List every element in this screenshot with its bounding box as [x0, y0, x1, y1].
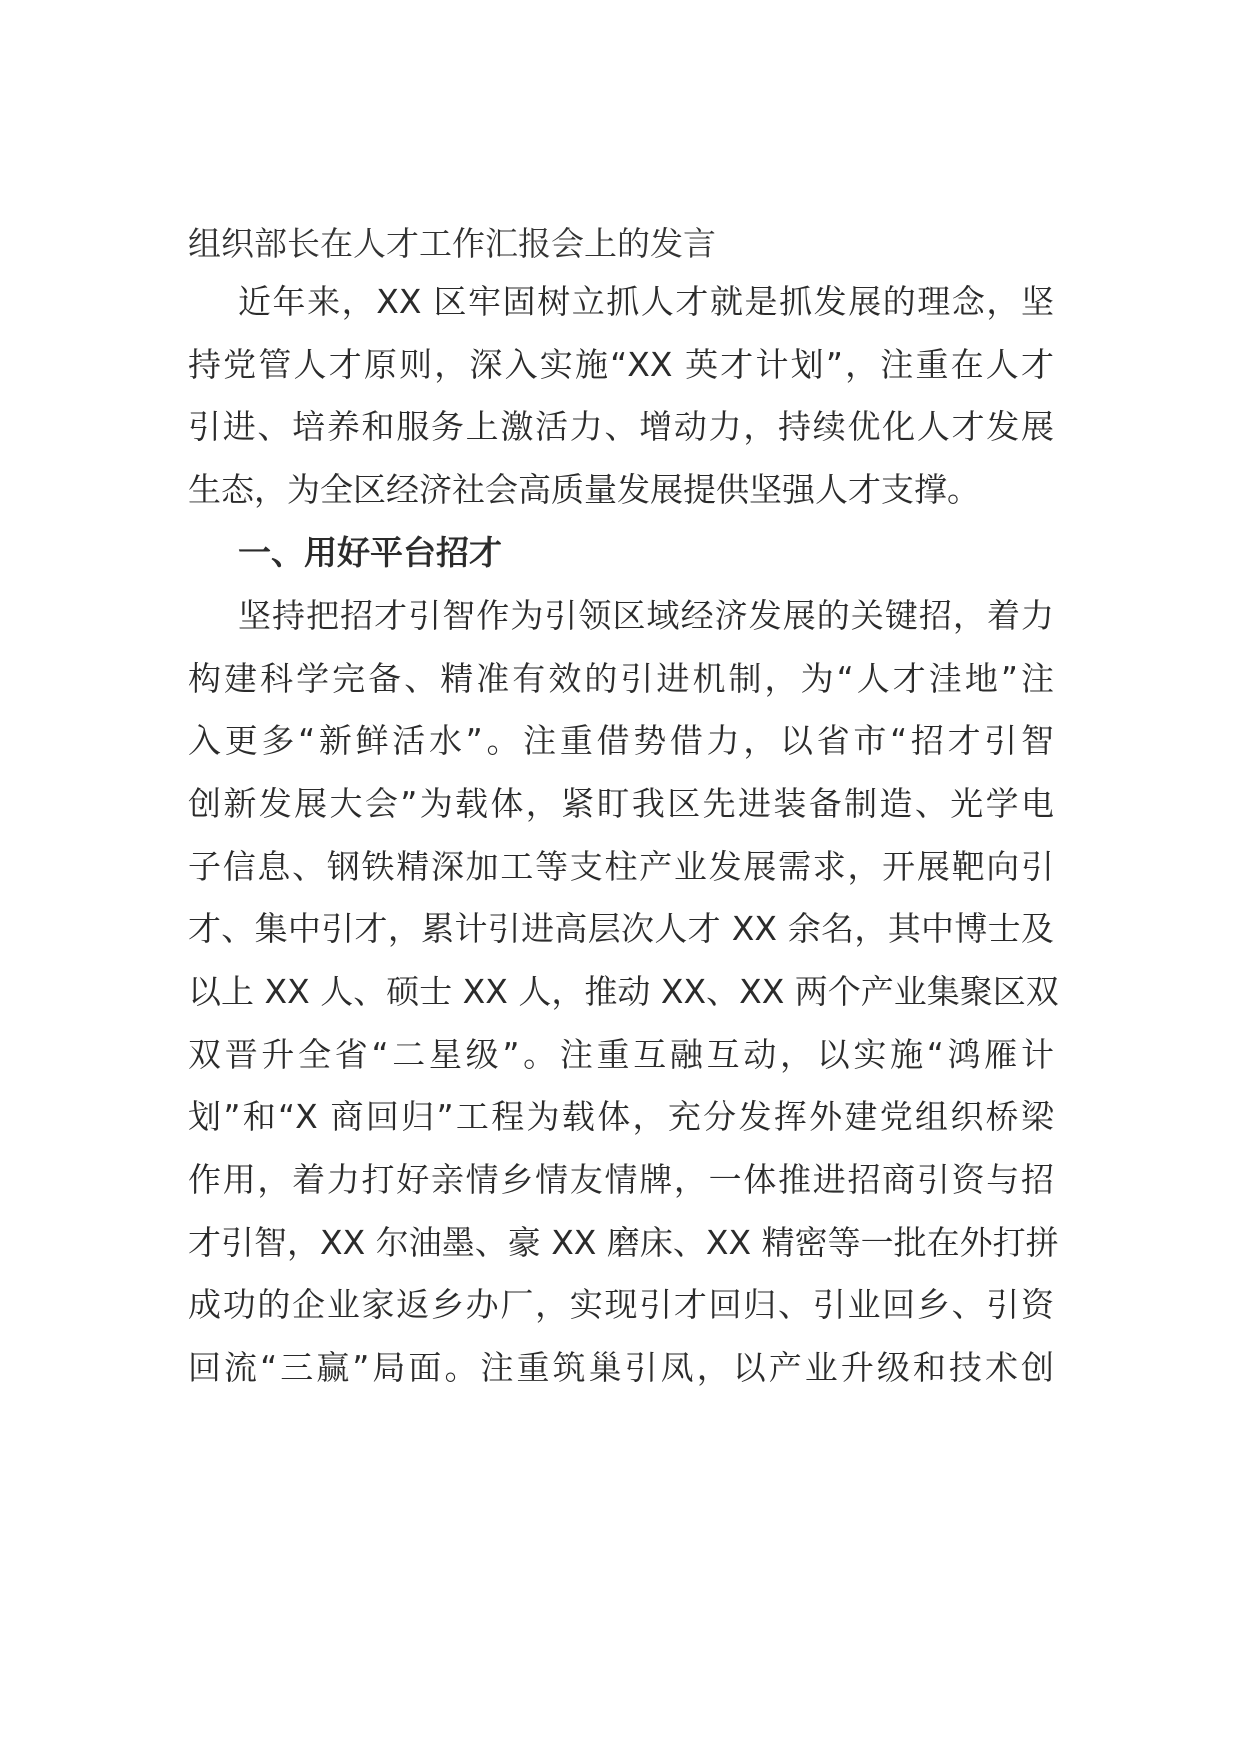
body-line: 子信息、钢铁精深加工等支柱产业发展需求，开展靶向引 — [188, 847, 1054, 886]
document-page — [188, 0, 1059, 1754]
body-line: 坚持把招才引智作为引领区域经济发展的关键招，着力 — [238, 596, 1054, 635]
body-line: 入更多“新鲜活水”。注重借势借力，以省市“招才引智 — [188, 721, 1054, 760]
body-line: 成功的企业家返乡办厂，实现引才回归、引业回乡、引资 — [188, 1285, 1054, 1324]
document-title: 组织部长在人才工作汇报会上的发言 — [188, 224, 716, 263]
body-line: 构建科学完备、精准有效的引进机制，为“人才洼地”注 — [188, 659, 1054, 698]
body-line: 作用，着力打好亲情乡情友情牌，一体推进招商引资与招 — [188, 1160, 1054, 1199]
intro-line: 持党管人才原则，深入实施“XX 英才计划”，注重在人才 — [188, 345, 1054, 384]
body-line: 划”和“X 商回归”工程为载体，充分发挥外建党组织桥梁 — [188, 1097, 1054, 1136]
body-line: 回流“三赢”局面。注重筑巢引凤，以产业升级和技术创 — [188, 1348, 1054, 1387]
body-line: 创新发展大会”为载体，紧盯我区先进装备制造、光学电 — [188, 784, 1054, 823]
intro-line: 引进、培养和服务上激活力、增动力，持续优化人才发展 — [188, 407, 1054, 446]
body-line: 双晋升全省“二星级”。注重互融互动，以实施“鸿雁计 — [188, 1035, 1054, 1074]
section-heading: 一、用好平台招才 — [238, 533, 502, 572]
body-line: 以上 XX 人、硕士 XX 人，推动 XX、XX 两个产业集聚区双 — [188, 972, 1059, 1011]
intro-line: 近年来，XX 区牢固树立抓人才就是抓发展的理念，坚 — [238, 282, 1054, 321]
body-line: 才、集中引才，累计引进高层次人才 XX 余名，其中博士及 — [188, 909, 1054, 948]
body-line: 才引智，XX 尔油墨、豪 XX 磨床、XX 精密等一批在外打拼 — [188, 1223, 1059, 1262]
intro-line: 生态，为全区经济社会高质量发展提供坚强人才支撑。 — [188, 470, 980, 509]
